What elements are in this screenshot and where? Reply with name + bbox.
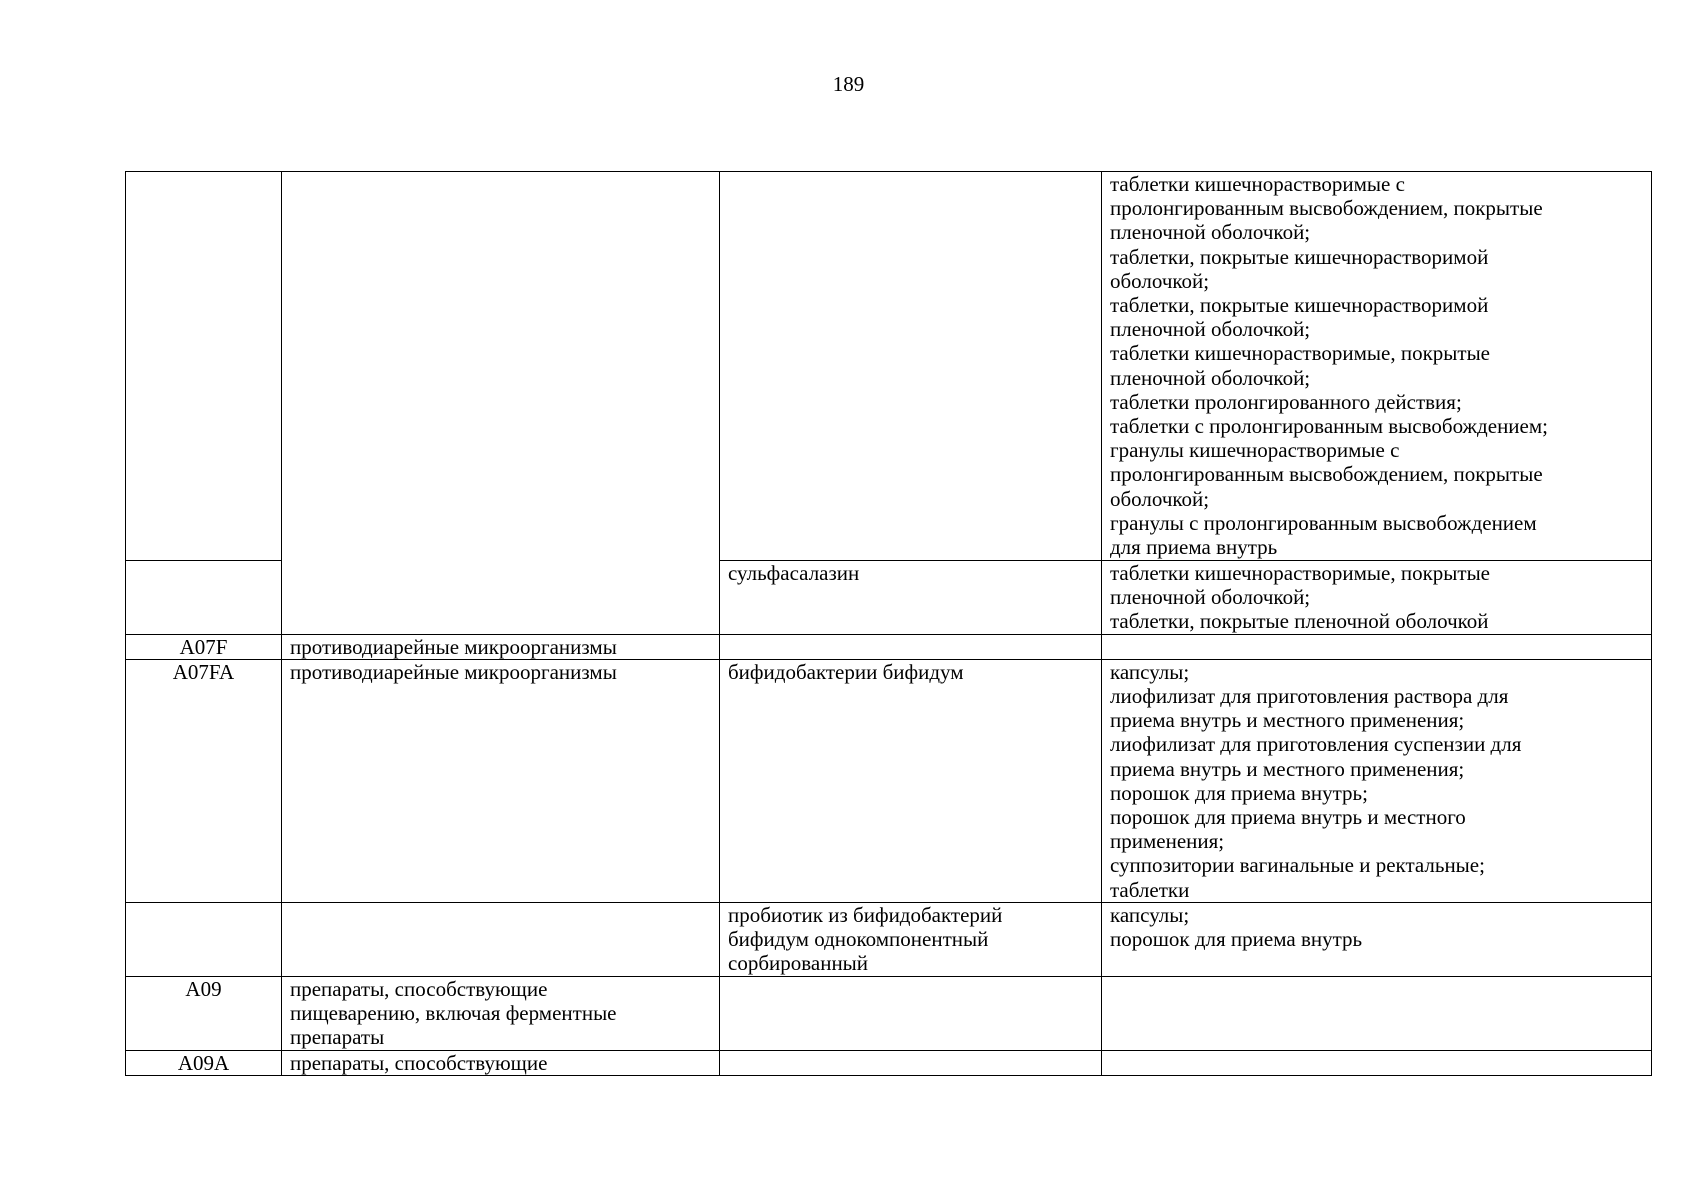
dosage-forms-cell <box>1102 561 1652 635</box>
group-cell <box>282 634 720 659</box>
table-row <box>126 902 1652 976</box>
dosage-form-line: капсулы; <box>1110 659 1190 684</box>
dosage-form-line: порошок для приема внутрь <box>1110 927 1363 952</box>
dosage-form-line: таблетки пролонгированного действия; <box>1110 389 1462 414</box>
drug-name: бифидобактерии бифидум <box>728 659 964 684</box>
dosage-form-line: пленочной оболочкой; <box>1110 220 1311 245</box>
atc-code-cell <box>126 561 282 635</box>
group-name-line: препараты <box>290 1025 385 1050</box>
atc-code: A09 <box>185 976 222 1001</box>
group-cell <box>282 172 720 635</box>
dosage-form-line: приема внутрь и местного применения; <box>1110 756 1465 781</box>
dosage-forms-cell <box>1102 172 1652 561</box>
atc-code-cell <box>126 902 282 976</box>
table-row <box>126 659 1652 902</box>
group-name-line: препараты, способствующие <box>290 976 548 1001</box>
atc-code-cell <box>126 976 282 1050</box>
dosage-form-line: таблетки кишечнорастворимые, покрытые <box>1110 561 1490 585</box>
dosage-form-line: таблетки, покрытые кишечнорастворимой <box>1110 293 1489 318</box>
dosage-form-line: таблетки, покрытые кишечнорастворимой <box>1110 244 1489 269</box>
atc-code-cell <box>126 1050 282 1075</box>
dosage-form-line: пролонгированным высвобождением, покрытые <box>1110 196 1543 221</box>
group-cell <box>282 902 720 976</box>
table-row <box>126 1050 1652 1075</box>
dosage-form-line: порошок для приема внутрь; <box>1110 780 1368 805</box>
table-row <box>126 172 1652 561</box>
table-row <box>126 634 1652 659</box>
drug-cell <box>720 659 1102 902</box>
dosage-form-line: суппозитории вагинальные и ректальные; <box>1110 853 1485 878</box>
drug-cell <box>720 172 1102 561</box>
dosage-form-line: пролонгированным высвобождением, покрытые <box>1110 462 1543 487</box>
dosage-form-line: гранулы с пролонгированным высвобождением <box>1110 510 1537 535</box>
drug-cell <box>720 976 1102 1050</box>
dosage-form-line: таблетки с пролонгированным высвобождением; <box>1110 414 1548 439</box>
drug-name-line: сорбированный <box>728 951 869 976</box>
dosage-form-line: приема внутрь и местного применения; <box>1110 708 1465 733</box>
atc-code: A09A <box>177 1050 230 1075</box>
atc-code: A07F <box>179 634 228 659</box>
dosage-form-line: пленочной оболочкой; <box>1110 317 1311 342</box>
dosage-forms-cell <box>1102 976 1652 1050</box>
drug-cell <box>720 902 1102 976</box>
page-number: 189 <box>832 72 865 96</box>
dosage-form-line: оболочкой; <box>1110 486 1210 511</box>
dosage-forms-cell <box>1102 902 1652 976</box>
dosage-form-line: гранулы кишечнорастворимые с <box>1110 438 1400 463</box>
dosage-form-line: таблетки кишечнорастворимые с <box>1110 172 1405 196</box>
dosage-form-line: оболочкой; <box>1110 268 1210 293</box>
drug-table <box>125 171 1652 1076</box>
group-name: противодиарейные микроорганизмы <box>290 634 617 659</box>
drug-name-line: пробиотик из бифидобактерий <box>728 902 1003 927</box>
group-cell <box>282 659 720 902</box>
dosage-form-line: применения; <box>1110 829 1225 854</box>
dosage-form-line: таблетки кишечнорастворимые, покрытые <box>1110 341 1490 366</box>
drug-name: сульфасалазин <box>728 561 860 585</box>
dosage-form-line: таблетки, покрытые пленочной оболочкой <box>1110 609 1489 634</box>
dosage-form-line: для приема внутрь <box>1110 535 1278 560</box>
drug-name-line: бифидум однокомпонентный <box>728 927 989 952</box>
group-name-line: пищеварению, включая ферментные <box>290 1001 617 1026</box>
atc-code-cell <box>126 659 282 902</box>
atc-code-cell <box>126 172 282 561</box>
table-row <box>126 976 1652 1050</box>
dosage-forms-cell <box>1102 1050 1652 1075</box>
dosage-form-line: капсулы; <box>1110 902 1190 927</box>
group-cell <box>282 976 720 1050</box>
drug-cell <box>720 561 1102 635</box>
dosage-forms-cell <box>1102 659 1652 902</box>
group-name: препараты, способствующие <box>290 1050 548 1075</box>
dosage-form-line: пленочной оболочкой; <box>1110 365 1311 390</box>
group-cell <box>282 1050 720 1075</box>
dosage-forms-cell <box>1102 634 1652 659</box>
drug-cell <box>720 1050 1102 1075</box>
group-name: противодиарейные микроорганизмы <box>290 659 617 684</box>
dosage-form-line: порошок для приема внутрь и местного <box>1110 805 1466 830</box>
dosage-form-line: лиофилизат для приготовления раствора для <box>1110 684 1509 709</box>
atc-code: A07FA <box>172 659 235 684</box>
dosage-form-line: таблетки <box>1110 877 1190 902</box>
dosage-form-line: пленочной оболочкой; <box>1110 585 1311 610</box>
drug-cell <box>720 634 1102 659</box>
atc-code-cell <box>126 634 282 659</box>
dosage-form-line: лиофилизат для приготовления суспензии для <box>1110 732 1522 757</box>
